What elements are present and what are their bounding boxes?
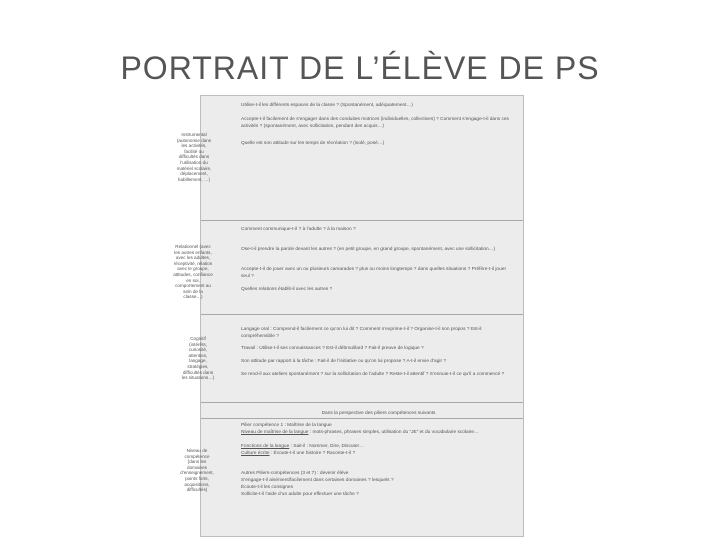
- niveau-line-4-underlined: Culture écrite: [241, 451, 270, 456]
- row-divider-cognitif: [201, 314, 523, 315]
- niveau-line-4: [241, 450, 516, 457]
- niveau-line-8: Sollicite-t-il l’aide d’un adulte pour effectuer une tâche ?: [241, 492, 359, 497]
- niveau-line-2-rest: : mots-phrases, phrases simples, utilisation du “JE” et du vocabulaire scolaire…: [308, 430, 479, 435]
- relationnel-line-1: Ose-t-il prendre la parole devant les autres ? (en petit groupe, en grand groupe, spontanément, avec une sollicitation…): [241, 247, 496, 252]
- top-line-2: Accepte-t-il facilement de s’engager dans des conduites motrices (individuelles, collectives) ? Comment s’engage-t-il dans ces activités ? (spontanément, avec sollicitation, pendant des acquis…): [241, 117, 509, 129]
- niveau-line-7: Écoute-t-il les consignes: [241, 485, 293, 490]
- niveau-line-1: Pilier compétence 1 : Maîtrise de la langue: [241, 423, 332, 428]
- top-line-1: Utilise-t-il les différents espaces de la classe ? (Spontanément, adéquatement…): [241, 103, 413, 108]
- cognitif-line-1: Langage oral : Comprend-il facilement ce qu’on lui dit ? Comment s’exprime-t-il ? Organise-t-il son propos ? Est-il compréhensible ?: [241, 327, 482, 339]
- cognitif-line-2: Travail : Utilise-t-il ses connaissances ? Est-il débrouillard ? Fait-il preuve de logique ?: [241, 346, 424, 351]
- niveau-line-2: [241, 429, 516, 436]
- relationnel-line-3: Quelles relations établit-il avec les autres ?: [241, 287, 333, 292]
- relationnel-line-2: Accepte-t-il de jouer avec un ou plusieurs camarades ? plus ou moins longtemps ? dans quelles situations ? Préfère-t-il jouer seul ?: [241, 267, 507, 279]
- observation-grid: [173, 95, 524, 537]
- cognitif-label: Cognitif (intérêts, curiosité, attention, langage, stratégies, difficultés dans les situations…): [181, 336, 215, 381]
- instrumental-text: Quelle est son attitude sur les temps de récréation ? (isolé, posé…): [241, 141, 385, 146]
- cognitif-line-3: Son attitude par rapport à la tâche : Fait-il de l’initiative ou qu’on lui propose ? A-t-il envie d’agir ?: [241, 359, 447, 364]
- relationnel-heading: Comment communique-t-il ? à l’adulte ? à la maison ?: [241, 227, 356, 232]
- niveau-heading: Dans la perspective des piliers compétences suivants: [321, 411, 436, 416]
- niveau-line-4-rest: : Écoute-t-il une histoire ? Raconte-t-il ?: [269, 451, 356, 456]
- slide-title: PORTRAIT DE L’ÉLÈVE DE PS: [120, 50, 600, 86]
- row-divider-niveau-content: [201, 418, 523, 419]
- row-divider-niveau: [201, 402, 523, 403]
- niveau-line-3: [241, 443, 516, 450]
- niveau-line-3-underlined: Fonctions de la langue: [241, 444, 290, 449]
- niveau-line-5: Autres Piliers-compétences (3 et 7) : devenir élève: [241, 471, 349, 476]
- instrumental-label: Instrumental (autonomie dans les activités, facilité ou difficultés dans l’utilisation du matériel scolaire, déplacement, habillement, …): [176, 132, 212, 182]
- cognitif-line-4: Se rend-il aux ateliers spontanément ? sur la sollicitation de l’adulte ? Reste-t-il attentif ? S’ennuie-t-il ce qu’il a commencé ?: [241, 372, 505, 377]
- row-divider-relationnel: [201, 220, 523, 221]
- relationnel-label: Relationnel (avec les autres enfants, avec les adultes, réceptivité, relation avec le groupe, attitudes, confiance en soi, comportement au sein de la classe…): [173, 244, 213, 300]
- niveau-line-3-rest: : Sait-il : Nommer, Dire, Discuter…: [289, 444, 364, 449]
- niveau-line-2-underlined: Niveau de maîtrise de la langue: [241, 430, 309, 435]
- niveau-line-6: S’engage-t-il aisément/facilement dans certaines domaines ? lesquels ?: [241, 478, 394, 483]
- niveau-label: Niveau de compétence (dans les domaines d’enseignement, points forts, acquisitions, difficultés): [180, 448, 214, 493]
